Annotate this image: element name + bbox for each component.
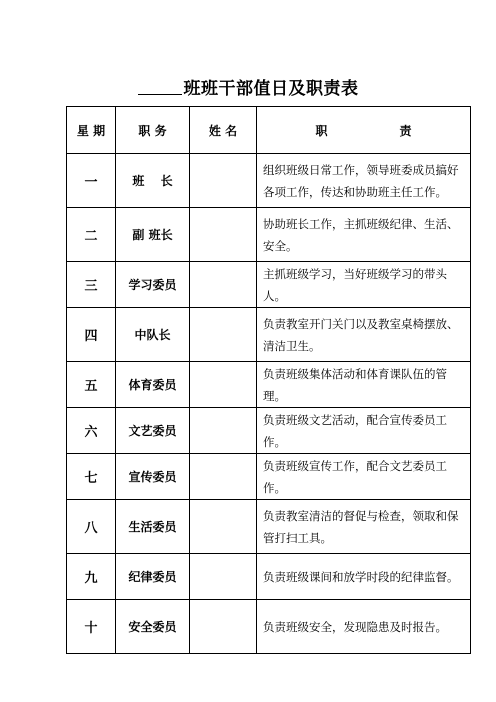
duty-cell: 负责班级宣传工作，配合文艺委员工作。 [257,454,471,500]
duty-cell: 负责班级课间和放学时段的纪律监督。 [257,554,471,600]
duty-cell: 负责教室开门关门以及教室桌椅摆放、清洁卫生。 [257,308,471,362]
duty-cell: 主抓班级学习，当好班级学习的带头人。 [257,262,471,308]
table-row [67,208,471,262]
table-row [67,500,471,554]
header-day: 星 期 [67,107,116,154]
position-cell: 学习委员 [116,262,190,308]
position-cell: 中队长 [116,308,190,362]
name-cell[interactable] [190,600,257,654]
table-row [67,308,471,362]
position-cell: 体育委员 [116,362,190,408]
name-cell[interactable] [190,362,257,408]
name-cell[interactable] [190,408,257,454]
position-cell: 班 长 [116,154,190,208]
day-cell: 九 [67,554,116,600]
day-cell: 八 [67,500,116,554]
duty-cell: 负责班级安全，发现隐患及时报告。 [257,600,471,654]
name-cell[interactable] [190,554,257,600]
position-cell: 安全委员 [116,600,190,654]
table-row [67,454,471,500]
table-row [67,362,471,408]
duty-cell: 负责教室清洁的督促与检查，领取和保管打扫工具。 [257,500,471,554]
duty-cell: 协助班长工作，主抓班级纪律、生活、安全。 [257,208,471,262]
table-row [67,408,471,454]
table-row [67,600,471,654]
table-row [67,262,471,308]
header-position: 职 务 [116,107,190,154]
table-header-row [67,107,471,154]
class-name-blank [138,80,182,95]
name-cell[interactable] [190,154,257,208]
duty-cell: 负责班级文艺活动，配合宣传委员工作。 [257,408,471,454]
name-cell[interactable] [190,208,257,262]
position-cell: 纪律委员 [116,554,190,600]
day-cell: 五 [67,362,116,408]
day-cell: 四 [67,308,116,362]
name-cell[interactable] [190,308,257,362]
day-cell: 六 [67,408,116,454]
day-cell: 三 [67,262,116,308]
day-cell: 二 [67,208,116,262]
position-cell: 副 班长 [116,208,190,262]
day-cell: 十 [67,600,116,654]
name-cell[interactable] [190,262,257,308]
duty-table [66,106,471,654]
day-cell: 七 [67,454,116,500]
title-text: 班班干部值日及职责表 [183,79,359,99]
name-cell[interactable] [190,500,257,554]
header-name: 姓 名 [190,107,257,154]
position-cell: 宣传委员 [116,454,190,500]
position-cell: 文艺委员 [116,408,190,454]
duty-cell: 组织班级日常工作，领导班委成员搞好各项工作，传达和协助班主任工作。 [257,154,471,208]
day-cell: 一 [67,154,116,208]
document-title [0,74,496,99]
header-duty: 职 责 [257,107,471,154]
name-cell[interactable] [190,454,257,500]
table-row [67,154,471,208]
duty-cell: 负责班级集体活动和体育课队伍的管理。 [257,362,471,408]
table-row [67,554,471,600]
position-cell: 生活委员 [116,500,190,554]
